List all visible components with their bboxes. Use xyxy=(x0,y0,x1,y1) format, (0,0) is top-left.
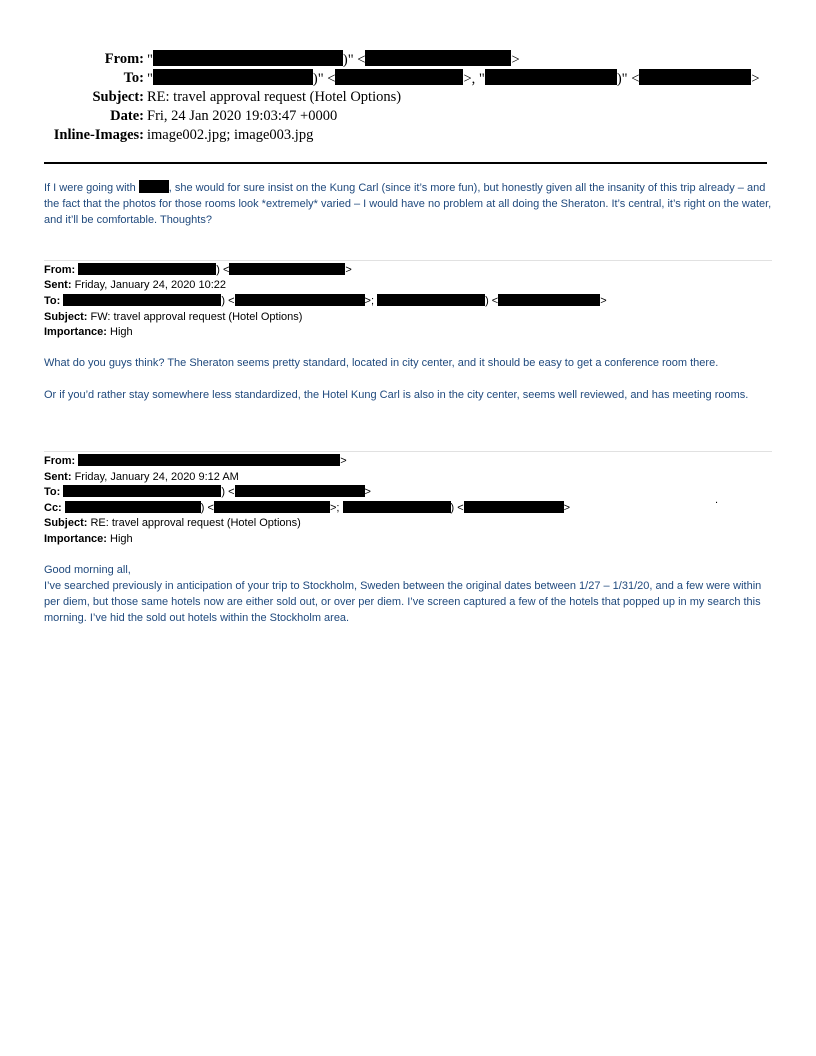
email2-to-row: To: ) < >; ) < > xyxy=(44,295,607,307)
email3-cc-label: Cc: xyxy=(44,502,62,514)
email3-greeting: Good morning all, xyxy=(44,564,131,576)
email2-sent-row xyxy=(44,278,226,294)
email2-body-p2: Or if you’d rather stay somewhere less standardized, the Hotel Kung Carl is also in the city center, seems well reviewed, and has meeting rooms. xyxy=(44,389,749,401)
redaction-box xyxy=(139,180,169,193)
message-separator xyxy=(44,260,772,261)
redaction-box xyxy=(464,501,564,513)
email2-importance-row xyxy=(44,325,133,341)
header-subject-row xyxy=(0,88,816,107)
email3-from-label: From: xyxy=(44,455,76,467)
email3-subject-row xyxy=(44,516,301,532)
redaction-box xyxy=(235,485,365,497)
email3-importance-label: Importance: xyxy=(44,533,107,545)
redaction-box xyxy=(78,454,340,466)
redaction-box xyxy=(63,485,221,497)
email3-from-row: From: > xyxy=(44,455,347,467)
header-to-label: To: xyxy=(123,70,144,86)
header-to-row xyxy=(0,69,816,88)
email2-from-label: From: xyxy=(44,264,76,276)
header-subject-label: Subject: xyxy=(92,89,144,105)
redaction-box xyxy=(498,294,600,306)
redaction-box xyxy=(63,294,221,306)
email2-from-row: From: ) < > xyxy=(44,264,352,276)
email3-subject-value: RE: travel approval request (Hotel Options) xyxy=(90,517,301,529)
header-date-label: Date: xyxy=(110,108,144,124)
email3-sent-row xyxy=(44,470,239,486)
email3-to-row: To: ) < > xyxy=(44,486,371,498)
email3-body: I’ve searched previously in anticipation of your trip to Stockholm, Sweden between the original dates between 1/27 – 1/31/20, and a few were within per diem, but those same hotels now are either sold out, or over per diem. I’ve screen captured a few of the hotels that popped up in my search this morning. I’ve hid the sold out hotels within the Stockholm area. xyxy=(44,580,762,624)
redaction-box xyxy=(335,69,463,85)
email3-sent-value: Friday, January 24, 2020 9:12 AM xyxy=(74,471,239,483)
redaction-box xyxy=(78,263,216,275)
header-date-value: Fri, 24 Jan 2020 19:03:47 +0000 xyxy=(147,108,338,124)
email3-cc-row: Cc: ) < >; ) < > xyxy=(44,502,571,514)
header-divider xyxy=(44,162,767,164)
redaction-box xyxy=(343,501,451,513)
header-inline-images-value: image002.jpg; image003.jpg xyxy=(147,127,314,143)
redaction-box xyxy=(365,50,511,66)
email3-sent-label: Sent: xyxy=(44,471,72,483)
redaction-box xyxy=(153,69,313,85)
header-date-row xyxy=(0,107,816,126)
email3-importance-row xyxy=(44,532,133,548)
redaction-box xyxy=(485,69,617,85)
stray-mark: . xyxy=(715,494,719,506)
redaction-box xyxy=(639,69,751,85)
redaction-box xyxy=(214,501,330,513)
reply-text-start: If I were going with xyxy=(44,182,139,194)
email2-importance-value: High xyxy=(110,326,133,338)
reply-body xyxy=(44,180,772,228)
header-from-row xyxy=(0,50,816,69)
email2-body-p1: What do you guys think? The Sheraton seems pretty standard, located in city center, and it should be easy to get a conference room there. xyxy=(44,357,719,369)
email3-importance-value: High xyxy=(110,533,133,545)
redaction-box xyxy=(153,50,343,66)
header-from-value: " )" < > xyxy=(147,52,520,68)
header-to-value: " )" < >, " )" < > xyxy=(147,71,760,87)
message-separator xyxy=(44,451,772,452)
email2-sent-value: Friday, January 24, 2020 10:22 xyxy=(74,279,227,291)
email2-subject-row xyxy=(44,310,302,326)
email3-to-label: To: xyxy=(44,486,61,498)
header-inline-images-label: Inline-Images: xyxy=(53,127,144,143)
redaction-box xyxy=(65,501,201,513)
email2-sent-label: Sent: xyxy=(44,279,72,291)
header-from-label: From: xyxy=(104,51,144,67)
redaction-box xyxy=(377,294,485,306)
redaction-box xyxy=(235,294,365,306)
header-inline-images-row xyxy=(0,126,816,145)
email2-subject-label: Subject: xyxy=(44,311,88,323)
email2-importance-label: Importance: xyxy=(44,326,107,338)
redaction-box xyxy=(229,263,345,275)
email2-to-label: To: xyxy=(44,295,61,307)
reply-text-rest: , she would for sure insist on the Kung Carl (since it’s more fun), but honestly given all the insanity of this trip already – and the fact that the photos for those rooms look *extremely* varied – I would have no problem at all doing the Sheraton. It’s central, it’s right on the water, and it’ll be comfortable. Thoughts? xyxy=(44,182,772,226)
header-subject-value: RE: travel approval request (Hotel Options) xyxy=(147,89,402,105)
email2-subject-value: FW: travel approval request (Hotel Options) xyxy=(90,311,303,323)
email3-subject-label: Subject: xyxy=(44,517,88,529)
